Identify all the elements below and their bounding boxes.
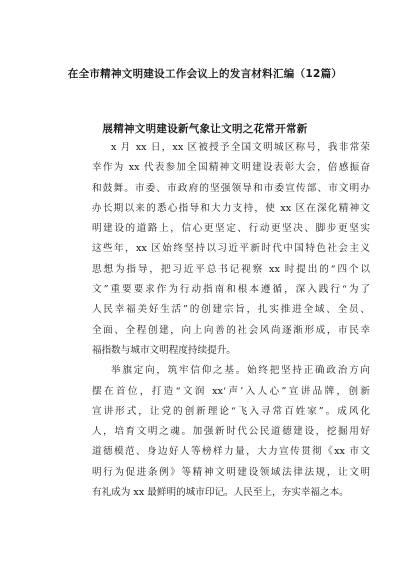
- text-line: 明行为促进条例》等精神文明建设领域法律法规，让文明: [92, 466, 370, 478]
- text-line: 有礼成为 xx 最鲜明的城市印记。人民至上，夯实幸福之本。: [92, 487, 349, 499]
- text-line: 明建设的道路上，信心更坚定、行动更坚决、脚步更坚实: [92, 223, 370, 235]
- text-line: 举旗定向，筑牢信仰之基。始终把坚持正确政治方向: [111, 365, 370, 377]
- text-line: 道德模范、身边好人等榜样力量，大力宣传贯彻《xx 市文: [92, 446, 370, 458]
- text-line: 幸作为 xx 代表参加全国精神文明建设表彰大会，倍感振奋: [92, 162, 370, 174]
- text-line: 人民幸福美好生活”的创建宗旨，扎实推进全域、全员、: [92, 304, 370, 316]
- text-line: 福指数与城市文明程度持续提升。: [92, 344, 236, 356]
- section-title: 展精神文明建设新气象让文明之花常开常新: [102, 123, 308, 135]
- body-text: [92, 138, 370, 503]
- text-line: 这些年，xx 区始终坚持以习近平新时代中国特色社会主义: [92, 243, 370, 255]
- text-line: 办长期以来的悉心指导和大力支持，使 xx 区在深化精神文: [92, 202, 370, 214]
- text-line: 全面、全程创建，向上向善的社会风尚逐渐形成，市民幸: [92, 324, 370, 336]
- text-line: 和鼓舞。市委、市政府的坚强领导和市委宣传部、市文明办: [92, 182, 370, 194]
- text-line: 文”重要要求作为行动指南和根本遵循，深入践行“为了: [92, 284, 370, 296]
- document-title: 在全市精神文明建设工作会议上的发言材料汇编（12篇）: [67, 68, 343, 80]
- text-line: 人，培育文明之魂。加强新时代公民道德建设，挖掘用好: [92, 426, 370, 438]
- text-line: 摆在首位，打造“文润 xx‘声’入人心”宣讲品牌，创新: [92, 385, 370, 397]
- text-line: x 月 xx 日，xx 区被授予全国文明城区称号，我非常荣: [111, 142, 370, 153]
- text-line: 思想为指导，把习近平总书记视察 xx 时提出的“四个以: [92, 263, 370, 275]
- text-line: 宣讲形式，让党的创新理论“飞入寻常百姓家”。成风化: [92, 405, 370, 417]
